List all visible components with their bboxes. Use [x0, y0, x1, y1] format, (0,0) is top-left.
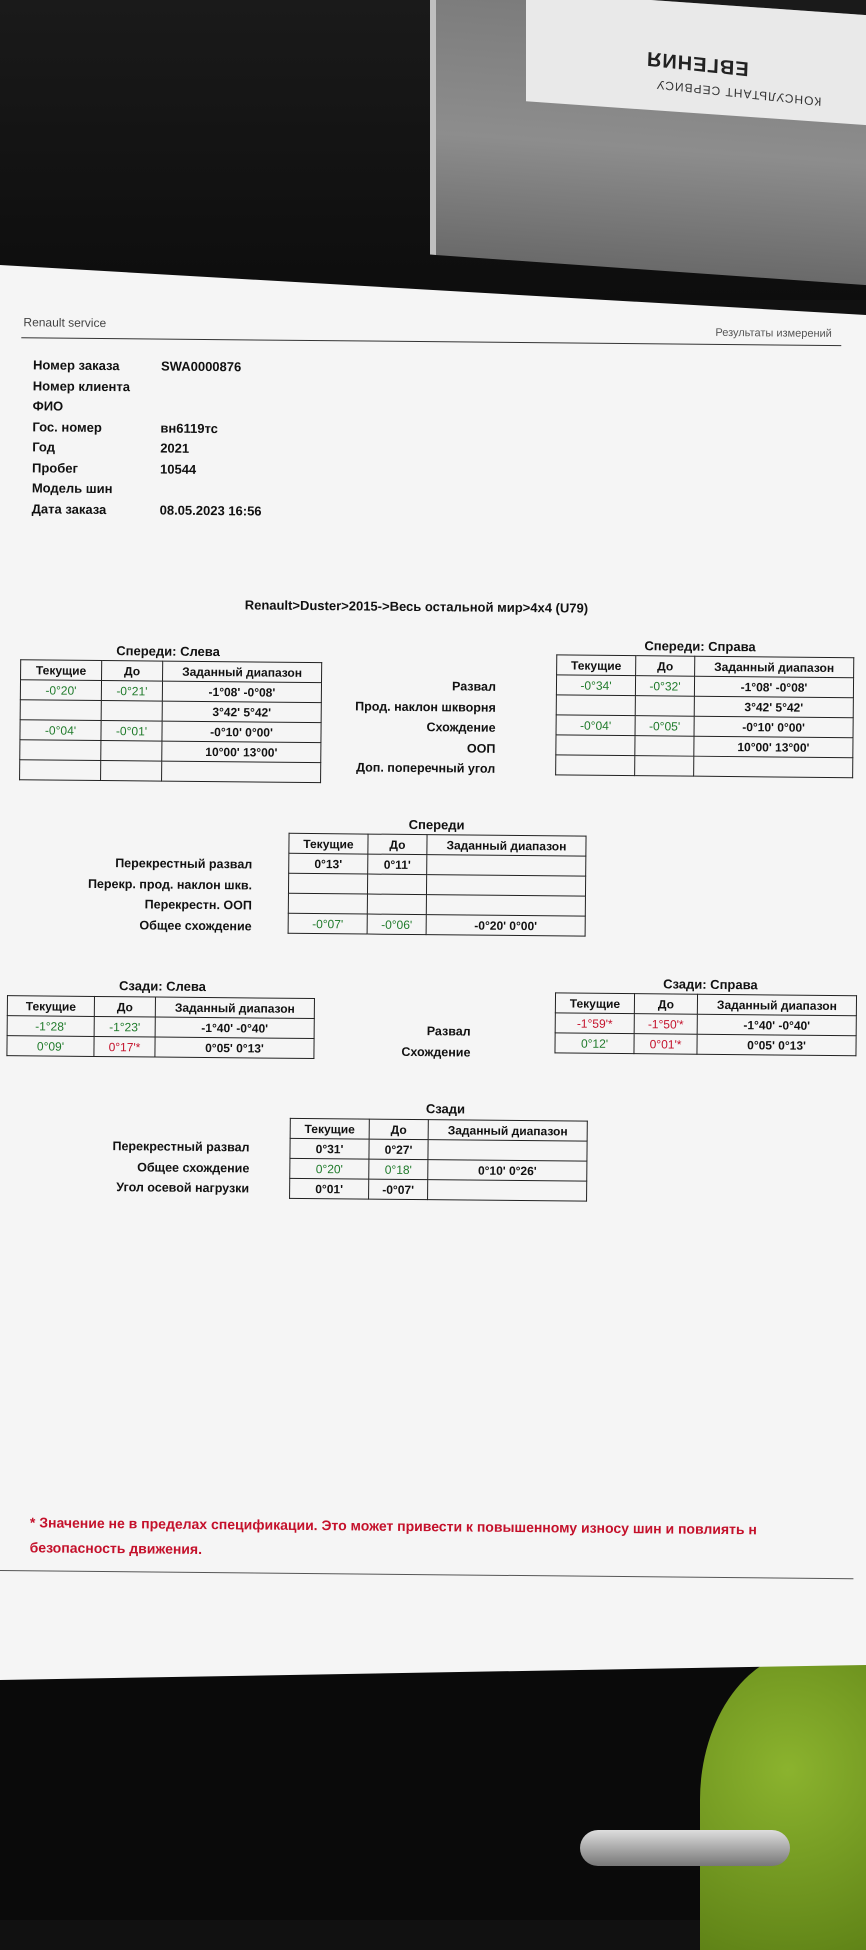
- cell-before: -0°06': [367, 914, 426, 935]
- col-before: До: [368, 834, 427, 855]
- info-label: Год: [32, 439, 55, 454]
- cell-range: [426, 895, 585, 917]
- table-row: [288, 893, 585, 916]
- metal-object: [580, 1830, 790, 1866]
- cell-range: 10°00' 13°00': [162, 741, 321, 763]
- cell-before: 0°11': [368, 854, 427, 875]
- info-label: Номер клиента: [33, 378, 130, 394]
- front-right-table: [555, 654, 854, 778]
- cell-current: -1°28': [7, 1016, 94, 1037]
- cell-before: [635, 696, 694, 717]
- rear-cross-table: [289, 1118, 588, 1202]
- cell-before: [635, 736, 694, 757]
- front-right-title: Спереди: Справа: [644, 638, 755, 654]
- cell-before: -0°32': [635, 676, 694, 697]
- front-left-title: Спереди: Слева: [116, 643, 220, 659]
- label-rear-camber: Развал: [393, 1024, 471, 1045]
- table-row: [7, 1036, 314, 1059]
- cell-before: -1°50'*: [634, 1014, 697, 1035]
- col-current: Текущие: [290, 1118, 369, 1139]
- rear-left-title: Сзади: Слева: [119, 978, 206, 994]
- col-range: Заданный диапазон: [697, 994, 856, 1016]
- table-row: [288, 873, 585, 896]
- cell-before: [101, 760, 162, 781]
- cell-current: 0°31': [290, 1138, 369, 1159]
- info-label: Дата заказа: [32, 501, 107, 517]
- business-card-holder: [430, 0, 866, 285]
- cell-range: 3°42' 5°42': [162, 701, 321, 723]
- col-before: До: [369, 1119, 428, 1140]
- cell-range: [162, 761, 321, 783]
- rear-right-table: [554, 992, 857, 1056]
- col-before: До: [94, 996, 155, 1017]
- col-current: Текущие: [21, 660, 102, 681]
- col-before: До: [636, 656, 695, 677]
- label-thrust-angle: Угол осевой нагрузки: [31, 1179, 249, 1202]
- rear-labels: [392, 1024, 470, 1066]
- cell-current: 0°09': [7, 1036, 94, 1057]
- front-cross-title: Спереди: [409, 817, 465, 833]
- table-row: [20, 760, 321, 783]
- header-right: Результаты измерений: [715, 327, 832, 340]
- col-before: До: [102, 660, 163, 681]
- table-header-row: [557, 655, 854, 678]
- cell-current: [288, 873, 367, 894]
- footnote-line1: * Значение не в пределах спецификации. Это может привести к повышенному износу шин и повлиять н: [30, 1510, 757, 1542]
- rear-left-table: [6, 995, 315, 1059]
- table-row: [290, 1138, 587, 1161]
- table-row: [556, 755, 853, 778]
- label-cross-camber: Перекрестный развал: [34, 855, 252, 878]
- business-card: [526, 0, 866, 125]
- cell-before: -1°23': [94, 1016, 155, 1037]
- col-range: Заданный диапазон: [427, 835, 586, 857]
- cell-range: 3°42' 5°42': [694, 696, 853, 718]
- col-before: До: [634, 994, 697, 1015]
- info-label: ФИО: [33, 398, 64, 413]
- card-role: КОНСУЛЬТАНТ СЕРВИСУ: [656, 77, 822, 108]
- cell-before: [635, 756, 694, 777]
- label-cross-sai: Перекрестн. ООП: [34, 896, 252, 919]
- info-label: Пробег: [32, 460, 78, 475]
- cell-current: [556, 735, 635, 756]
- cell-range: 0°05' 0°13': [155, 1037, 314, 1059]
- front-cross-labels: [34, 855, 253, 939]
- cell-range: -0°20' 0°00': [426, 915, 585, 937]
- cell-range: -1°08' -0°08': [162, 681, 321, 703]
- cell-current: -0°04': [20, 720, 101, 741]
- cell-before: -0°05': [635, 716, 694, 737]
- label-rear-total-toe: Общее схождение: [31, 1159, 249, 1182]
- cell-current: [288, 893, 367, 914]
- label-sai: ООП: [325, 740, 495, 762]
- cell-current: [20, 740, 101, 761]
- cell-current: 0°01': [290, 1178, 369, 1199]
- col-range: Заданный диапазон: [163, 661, 322, 683]
- vehicle-model: Renault>Duster>2015->Весь остальной мир>4x4 (U79): [245, 597, 588, 615]
- table-header-row: [290, 1118, 587, 1141]
- label-caster: Прод. наклон шкворня: [326, 699, 496, 721]
- info-label: Модель шин: [32, 480, 113, 496]
- front-left-table: [19, 659, 322, 783]
- cell-range: 10°00' 13°00': [694, 736, 853, 758]
- label-rear-cross-camber: Перекрестный развал: [31, 1138, 249, 1161]
- col-range: Заданный диапазон: [695, 656, 854, 678]
- info-label: Гос. номер: [32, 419, 102, 435]
- rear-cross-title: Сзади: [426, 1101, 465, 1116]
- table-row: [290, 1158, 587, 1181]
- cell-range: -1°08' -0°08': [694, 676, 853, 698]
- cell-range: -0°10' 0°00': [162, 721, 321, 743]
- label-cross-caster: Перекр. прод. наклон шкв.: [34, 876, 252, 899]
- table-row: [288, 913, 585, 936]
- cell-current: [556, 755, 635, 776]
- table-header-row: [289, 833, 586, 856]
- cell-before: -0°21': [101, 680, 162, 701]
- info-value: 10544: [160, 461, 196, 476]
- card-name: ЕВГЕНИЯ: [646, 46, 749, 80]
- cell-before: 0°01'*: [634, 1034, 697, 1055]
- info-value: 2021: [160, 441, 189, 456]
- cell-range: 0°10' 0°26': [428, 1160, 587, 1182]
- col-range: Заданный диапазон: [155, 997, 314, 1019]
- measurement-report: [0, 265, 866, 1693]
- cell-range: [428, 1180, 587, 1202]
- info-label: Номер заказа: [33, 357, 120, 373]
- cell-range: [426, 875, 585, 897]
- footer-divider: [0, 1570, 853, 1579]
- table-row: [290, 1178, 587, 1201]
- rear-right-title: Сзади: Справа: [663, 976, 758, 992]
- cell-before: -0°07': [369, 1179, 428, 1200]
- col-current: Текущие: [7, 996, 94, 1017]
- cell-current: [556, 695, 635, 716]
- label-rear-toe: Схождение: [392, 1044, 470, 1065]
- front-labels: [325, 678, 496, 782]
- cell-current: [20, 760, 101, 781]
- col-current: Текущие: [557, 655, 636, 676]
- table-row: [556, 675, 853, 698]
- table-row: [289, 853, 586, 876]
- label-camber: Развал: [326, 678, 496, 700]
- label-total-toe: Общее схождение: [34, 917, 252, 940]
- footnote-line2: безопасность движения.: [30, 1535, 757, 1567]
- cell-before: 0°17'*: [94, 1036, 155, 1057]
- cell-range: -0°10' 0°00': [694, 716, 853, 738]
- cell-current: -0°34': [556, 675, 635, 696]
- cell-range: [428, 1140, 587, 1162]
- cell-current: -0°07': [288, 913, 367, 934]
- header-left: Renault service: [23, 315, 106, 330]
- cell-before: 0°27': [369, 1139, 428, 1160]
- cell-range: 0°05' 0°13': [697, 1034, 856, 1056]
- cell-current: [20, 700, 101, 721]
- table-row: [556, 695, 853, 718]
- table-row: [556, 735, 853, 758]
- cell-before: [367, 874, 426, 895]
- cell-current: 0°13': [289, 853, 368, 874]
- order-info: [32, 357, 34, 521]
- cell-before: 0°18': [369, 1159, 428, 1180]
- cell-current: 0°20': [290, 1158, 369, 1179]
- cell-before: [101, 700, 162, 721]
- col-current: Текущие: [555, 993, 634, 1014]
- rear-cross-labels: [31, 1138, 250, 1202]
- cell-before: -0°01': [101, 720, 162, 741]
- info-value: SWA0000876: [161, 359, 241, 375]
- label-included-angle: Доп. поперечный угол: [325, 760, 495, 782]
- cell-before: [101, 740, 162, 761]
- col-range: Заданный диапазон: [428, 1120, 587, 1142]
- cell-current: -0°04': [556, 715, 635, 736]
- table-row: [555, 1033, 856, 1056]
- info-value: 08.05.2023 16:56: [160, 502, 262, 518]
- cell-range: [694, 756, 853, 778]
- cell-range: -1°40' -0°40': [697, 1014, 856, 1036]
- front-cross-table: [288, 833, 587, 937]
- cell-current: -1°59'*: [555, 1013, 634, 1034]
- cell-current: -0°20': [20, 680, 101, 701]
- cell-range: [427, 855, 586, 877]
- col-current: Текущие: [289, 833, 368, 854]
- label-toe: Схождение: [325, 719, 495, 741]
- cell-current: 0°12': [555, 1033, 634, 1054]
- cell-range: -1°40' -0°40': [155, 1017, 314, 1039]
- table-row: [556, 715, 853, 738]
- cell-before: [367, 894, 426, 915]
- info-value: вн6119тс: [160, 420, 218, 436]
- footnote: [30, 1510, 757, 1567]
